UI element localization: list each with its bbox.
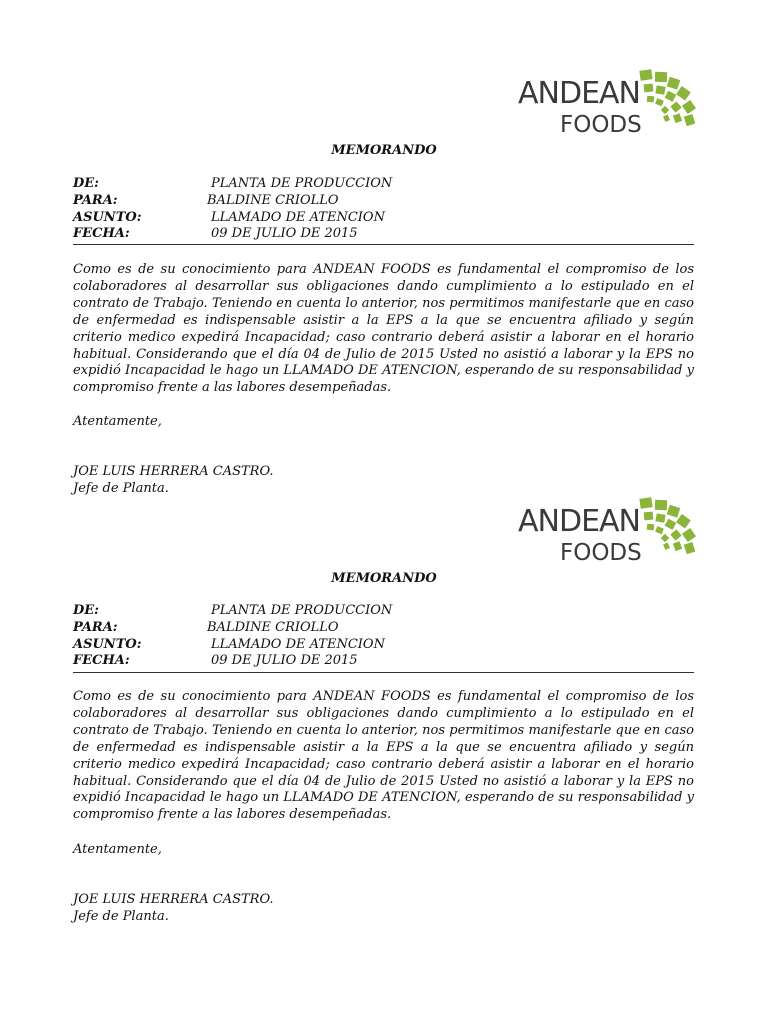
field-value: BALDINE CRIOLLO	[207, 192, 339, 208]
signer-title: Jefe de Planta.	[73, 909, 169, 924]
memo-header-fields	[73, 603, 403, 670]
memo-title: MEMORANDO	[331, 143, 437, 158]
field-label: DE:	[73, 603, 99, 618]
field-fecha	[73, 653, 403, 670]
field-asunto	[73, 637, 403, 654]
field-label: FECHA:	[73, 226, 130, 242]
field-value: LLAMADO DE ATENCION	[211, 636, 385, 652]
field-para	[73, 620, 403, 637]
logo-line-2: FOODS	[560, 540, 642, 566]
field-value: LLAMADO DE ATENCION	[211, 209, 385, 225]
field-value: 09 DE JULIO DE 2015	[211, 653, 358, 669]
logo-line-2: FOODS	[560, 112, 642, 138]
signer-title: Jefe de Planta.	[73, 481, 169, 496]
field-de	[73, 603, 403, 620]
field-de	[73, 176, 403, 193]
field-value: PLANTA DE PRODUCCION	[211, 603, 393, 618]
logo-line-1: ANDEAN	[518, 76, 640, 111]
signer-name: JOE LUIS HERRERA CASTRO.	[73, 464, 274, 479]
header-divider	[73, 672, 694, 673]
field-label: PARA:	[73, 192, 118, 208]
memo-body: Como es de su conocimiento para ANDEAN FOODS es fundamental el compromiso de los colaboradores al desarrollar sus obligaciones dando cumplimiento a lo estipulado en el contrato de Trabajo. Teniendo en cuenta lo anterior, nos permitimos manifestarle que en caso de enfermedad es indispensable asistir a la EPS a la que se encuentra afiliado y según criterio medico expedirá Incapacidad; caso contrario deberá asistir a laborar en el horario habitual. Considerando que el día 04 de Julio de 2015 Usted no asistió a laborar y la EPS no expidió Incapacidad le hago un LLAMADO DE ATENCION, esperando de su responsabilidad y compromiso frente a las labores desempeñadas.	[73, 262, 694, 396]
header-divider	[73, 244, 694, 245]
field-label: ASUNTO:	[73, 636, 142, 652]
field-value: 09 DE JULIO DE 2015	[211, 226, 358, 242]
closing: Atentamente,	[73, 414, 162, 429]
field-value: PLANTA DE PRODUCCION	[211, 176, 393, 191]
field-asunto	[73, 210, 403, 227]
signer-name: JOE LUIS HERRERA CASTRO.	[73, 892, 274, 907]
field-value: BALDINE CRIOLLO	[207, 619, 339, 635]
memo-header-fields	[73, 176, 403, 243]
andean-foods-logo	[518, 490, 708, 578]
field-label: DE:	[73, 176, 99, 191]
field-label: FECHA:	[73, 653, 130, 669]
closing: Atentamente,	[73, 842, 162, 857]
field-label: ASUNTO:	[73, 209, 142, 225]
field-label: PARA:	[73, 619, 118, 635]
memo-title: MEMORANDO	[331, 571, 437, 586]
field-fecha	[73, 226, 403, 243]
logo-line-1: ANDEAN	[518, 504, 640, 539]
andean-foods-logo	[518, 62, 708, 150]
field-para	[73, 193, 403, 210]
memo-body: Como es de su conocimiento para ANDEAN FOODS es fundamental el compromiso de los colaboradores al desarrollar sus obligaciones dando cumplimiento a lo estipulado en el contrato de Trabajo. Teniendo en cuenta lo anterior, nos permitimos manifestarle que en caso de enfermedad es indispensable asistir a la EPS a la que se encuentra afiliado y según criterio medico expedirá Incapacidad; caso contrario deberá asistir a laborar en el horario habitual. Considerando que el día 04 de Julio de 2015 Usted no asistió a laborar y la EPS no expidió Incapacidad le hago un LLAMADO DE ATENCION, esperando de su responsabilidad y compromiso frente a las labores desempeñadas.	[73, 689, 694, 823]
